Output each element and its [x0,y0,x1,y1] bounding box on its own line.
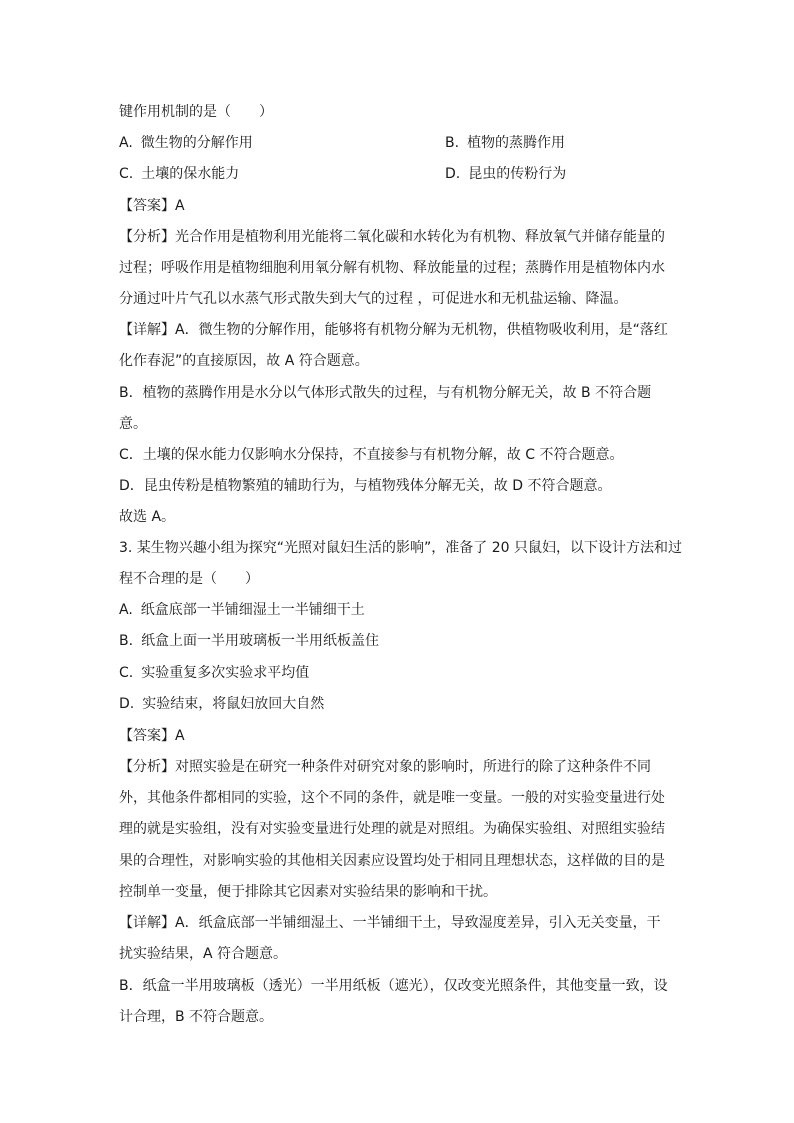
detail-line: 【详解】A．微生物的分解作用，能够将有机物分解为无机物，供植物吸收利用，是“落红 [119,322,668,338]
analysis-line: 过程；呼吸作用是植物细胞利用氧分解有机物、释放能量的过程；蒸腾作用是植物体内水 [119,260,665,276]
option-text: 纸盒底部一半铺细湿土一半铺细干土 [140,602,365,618]
option-letter: D. [119,696,135,712]
option-text: 纸盒上面一半用玻璃板一半用纸板盖住 [141,633,380,649]
detail-line: D．昆虫传粉是植物繁殖的辅助行为，与植物残体分解无关，故 D 不符合题意。 [119,478,612,494]
detail-line: 计合理，B 不符合题意。 [119,1009,274,1025]
analysis-line: 【分析】对照实验是在研究一种条件对研究对象的影响时，所进行的除了这种条件不同 [119,759,651,775]
analysis-line: 理的就是实验组，没有对实验变量进行处理的就是对照组。为确保实验组、对照组实验结 [119,821,665,837]
analysis-line: 外，其他条件都相同的实验，这个不同的条件，就是唯一变量。一般的对实验变量进行处 [119,790,665,806]
answer-line: 【答案】A [119,198,185,214]
detail-line: 意。 [119,416,147,432]
detail-line: 扰实验结果，A 符合题意。 [119,946,288,962]
question-stem: 程不合理的是（ ） [119,571,259,587]
option-a [119,601,365,619]
answer-line: 【答案】A [119,728,185,744]
option-b [445,134,565,152]
option-a [119,134,253,152]
option-c [119,664,309,682]
option-d [119,695,324,713]
analysis-line: 果的合理性，对影响实验的其他相关因素应设置均处于相同且理想状态，这样做的目的是 [119,853,665,869]
option-d [445,165,566,183]
detail-line: 化作春泥”的直接原因，故 A 符合题意。 [119,353,369,369]
option-letter: C. [119,665,134,681]
detail-line: C．土壤的保水能力仅影响水分保持，不直接参与有机物分解，故 C 不符合题意。 [119,447,624,463]
option-letter: A. [119,602,133,618]
detail-line: 故选 A。 [119,509,176,525]
option-letter: C. [119,166,134,182]
detail-line: B．植物的蒸腾作用是水分以气体形式散失的过程，与有机物分解无关，故 B 不符合题 [119,385,652,401]
detail-line: B．纸盒一半用玻璃板（透光）一半用纸板（遮光），仅改变光照条件，其他变量一致，设 [119,978,668,994]
option-text: 昆虫的传粉行为 [468,166,567,182]
question-stem: 3. 某生物兴趣小组为探究“光照对鼠妇生活的影响”，准备了 20 只鼠妇，以下设计方法和过 [119,540,683,556]
option-text: 实验重复多次实验求平均值 [141,665,310,681]
analysis-line: 控制单一变量，便于排除其它因素对实验结果的影响和干扰。 [119,884,497,900]
option-letter: B. [445,135,460,151]
option-letter: D. [445,166,461,182]
option-text: 微生物的分解作用 [140,135,253,151]
option-b [119,632,379,650]
option-letter: B. [119,633,134,649]
question-stem: 键作用机制的是（ ） [119,104,273,120]
analysis-line: 【分析】光合作用是植物利用光能将二氧化碳和水转化为有机物、释放氧气并储存能量的 [119,229,665,245]
option-letter: A. [119,135,133,151]
option-text: 实验结束，将鼠妇放回大自然 [142,696,325,712]
analysis-line: 分通过叶片气孔以水蒸气形式散失到大气的过程 ，可促进水和无机盐运输、降温。 [119,291,628,307]
option-c [119,165,239,183]
detail-line: 【详解】A．纸盒底部一半铺细湿土、一半铺细干土，导致湿度差异，引入无关变量，干 [119,915,661,931]
option-text: 植物的蒸腾作用 [467,135,566,151]
option-text: 土壤的保水能力 [141,166,240,182]
